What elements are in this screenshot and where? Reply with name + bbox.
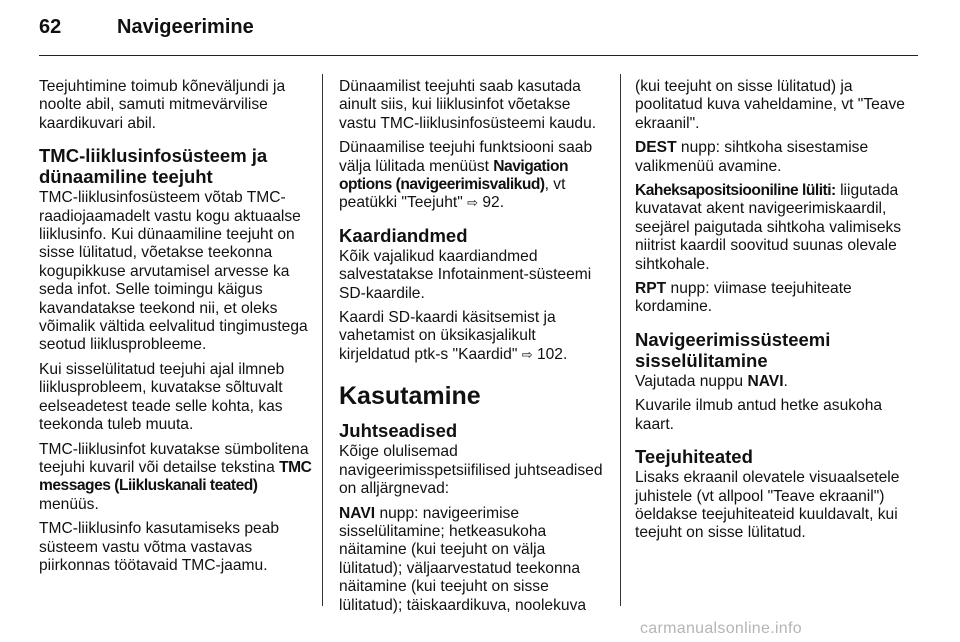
intro-paragraph: Teejuhtimine toimub kõneväljundi ja noolte abil, samuti mitmevärvilise kaardikuvari abil. — [39, 78, 286, 132]
map-paragraph-2 — [339, 309, 611, 364]
switch-on-text: Vajutada nuppu — [635, 372, 748, 390]
rpt-button-description — [635, 280, 910, 317]
column-3 — [635, 78, 910, 549]
tmc-p3-tail: menüüs. — [39, 495, 99, 513]
page-ref-icon: ⇨ — [467, 195, 479, 211]
page-ref-icon: ⇨ — [521, 346, 533, 362]
dynamic-paragraph-2 — [339, 139, 611, 213]
navi-label-inline: NAVI — [747, 372, 784, 390]
dynamic-p2-text: Dünaamilise teejuhi funktsiooni saab välja lülitada menüüst — [339, 139, 593, 175]
controls-heading: Juhtseadised — [339, 420, 458, 442]
column-divider-2 — [620, 74, 621, 606]
map-paragraph-1: Kõik vajalikud kaardiandmed salvestatakse Infotainment-süsteemi SD-kaardile. — [339, 247, 592, 302]
map-data-heading: Kaardiandmed — [339, 224, 468, 246]
dynamic-paragraph-1: Dünaamilist teejuhti saab kasutada ainult siis, kui liiklusinfot võetakse vastu TMC-liiklusinfosüsteemi kaudu. — [339, 78, 597, 132]
switch-on-paragraph-2: Kuvarile ilmub antud hetke asukoha kaart. — [635, 397, 883, 433]
guidance-heading: Teejuhiteated — [635, 446, 753, 468]
tmc-paragraph-2: Kui sisselülitatud teejuhi ajal ilmneb liiklusprobleem, kuvatakse sõltuvalt eelseadetest teade selle kohta, kas teekonda tuleb muuta. — [39, 360, 285, 434]
navi-text: nupp: navigeerimise sisselülitamine; hetkeasukoha näitamine (kui teejuht on välja lülitatud); väljaarvestatud teekonna näitamine (kui teejuht on sisse lülitatud); täiskaardikuva, noolekuva — [339, 504, 587, 614]
page-title: Navigeerimine — [117, 16, 254, 38]
rpt-label: RPT — [635, 280, 667, 298]
dest-button-description — [635, 139, 910, 176]
dest-text: nupp: sihtkoha sisestamise valikmenüü avamine. — [635, 139, 869, 175]
guidance-paragraph: Lisaks ekraanil olevatele visuaalsetele juhistele (vt allpool "Teave ekraanil") öeldakse teejuhiteateid kuuldavalt, kui teejuht on sisse lülitatud. — [635, 469, 900, 542]
header-rule — [39, 55, 918, 56]
tmc-heading: TMC-liiklusinfosüsteem ja dünaamiline teejuht — [39, 145, 268, 188]
usage-heading: Kasutamine — [339, 382, 481, 411]
tmc-paragraph-1: TMC-liiklusinfosüsteem võtab TMC-raadiojaamadelt vastu kogu aktuaalse liiklusinfo. Kui dünaamiline teejuht on sisse lülitatud, võetakse teekonna kogupikkuse arvutamisel arvesse ka seda infot. Selle toimingu käigus kavandatakse teekond nii, et oleks võimalik vältida eelvalitud tingimustega seotud liiklusprobleeme. — [39, 189, 308, 354]
switch-description — [635, 182, 910, 274]
navi-button-description — [339, 505, 611, 615]
page-ref-92: 92. — [482, 194, 505, 212]
page-number: 62 — [39, 16, 62, 38]
page-header — [39, 16, 254, 39]
tmc-paragraph-3 — [39, 441, 319, 515]
dynamic-p2-tail: , vt peatükki "Teejuht" — [339, 176, 566, 212]
switch-on-heading: Navigeerimissüsteemi sisselülitamine — [635, 328, 831, 371]
dest-label: DEST — [635, 139, 677, 157]
map-p2-text: Kaardi SD-kaardi käsitsemist ja vahetamist on üksikasjalikult kirjeldatud ptk-s "Kaardid" — [339, 309, 556, 363]
switch-on-tail: . — [783, 372, 788, 390]
rpt-text: nupp: viimase teejuhiteate kordamine. — [635, 280, 852, 316]
navigation-options-menu-name: Navigation options (navigeerimisvalikud) — [339, 157, 569, 194]
controls-paragraph: Kõige olulisemad navigeerimisspetsiifilised juhtseadised on alljärgnevad: — [339, 443, 603, 498]
page-ref-102: 102. — [536, 345, 568, 363]
navi-label: NAVI — [339, 504, 376, 522]
watermark: carmanualsonline.info — [640, 620, 802, 637]
tmc-paragraph-4: TMC-liiklusinfo kasutamiseks peab süsteem vastu võtma vastavas piirkonnas töötavaid TMC-jaamu. — [39, 520, 280, 574]
navi-continued: (kui teejuht on sisse lülitatud) ja poolitatud kuva vaheldamine, vt "Teave ekraanil". — [635, 78, 905, 132]
tmc-p3-text: TMC-liiklusinfot kuvatakse sümbolitena teejuhi kuvaril või detailse tekstina — [39, 440, 309, 476]
column-divider-1 — [322, 74, 323, 606]
switch-on-paragraph-1 — [635, 373, 910, 391]
tmc-messages-menu-name: TMC messages (Liikluskanali teated) — [39, 458, 312, 495]
column-1 — [39, 78, 319, 581]
switch-label: Kaheksapositsiooniline lüliti: — [635, 182, 836, 200]
switch-text: liigutada kuvatavat akent navigeerimiskaardil, seejärel paigutada sihtkoha valimiseks niitrist kaardil soovitud suunas olevale sihtkohale. — [635, 182, 902, 273]
column-2 — [339, 78, 611, 621]
